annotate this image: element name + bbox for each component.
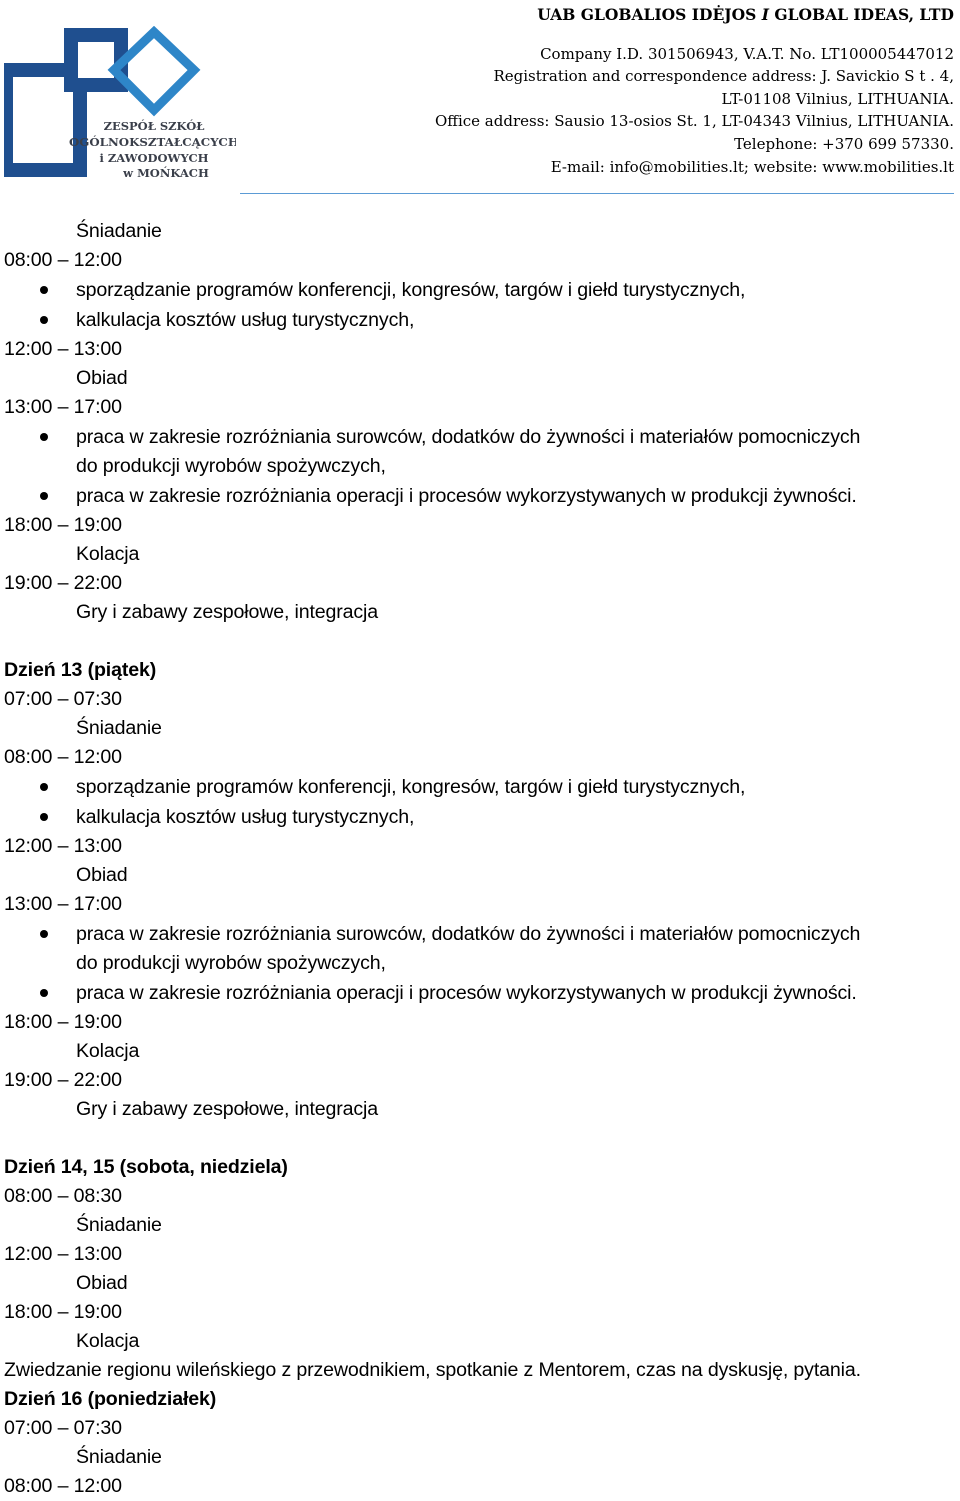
activity-item-continued: do produkcji wyrobów spożywczych, bbox=[76, 455, 386, 477]
time-range: 12:00 – 13:00 bbox=[4, 1243, 122, 1265]
company-name-part-2: GLOBAL IDEAS, LTD bbox=[768, 5, 954, 24]
meal-label: Obiad bbox=[76, 1272, 128, 1294]
office-address-line: Office address: Sausio 13-osios St. 1, LT-04343 Vilnius, LITHUANIA. bbox=[435, 112, 954, 131]
telephone-line: Telephone: +370 699 57330. bbox=[734, 134, 954, 153]
activity-item: kalkulacja kosztów usług turystycznych, bbox=[76, 309, 415, 331]
logo-text-line-1: ZESPÓŁ SZKÓŁ bbox=[103, 119, 205, 133]
meal-label: Śniadanie bbox=[76, 1446, 162, 1468]
website-link[interactable]: www.mobilities.lt bbox=[822, 157, 954, 176]
time-range: 08:00 – 12:00 bbox=[4, 249, 122, 271]
activity-label: Gry i zabawy zespołowe, integracja bbox=[76, 1098, 379, 1120]
company-name bbox=[435, 4, 954, 27]
activity-item: kalkulacja kosztów usług turystycznych, bbox=[76, 806, 415, 828]
bullet-icon bbox=[40, 286, 48, 294]
logo-text-line-3: i ZAWODOWYCH bbox=[99, 151, 209, 165]
bullet-icon bbox=[40, 813, 48, 821]
day-heading: Dzień 13 (piątek) bbox=[4, 659, 157, 681]
activity-item-continued: do produkcji wyrobów spożywczych, bbox=[76, 952, 386, 974]
time-range: 18:00 – 19:00 bbox=[4, 514, 122, 536]
company-name-part-1: UAB GLOBALIOS IDĖJOS bbox=[537, 5, 762, 24]
activity-label: Gry i zabawy zespołowe, integracja bbox=[76, 601, 379, 623]
bullet-icon bbox=[40, 930, 48, 938]
company-id-line: Company I.D. 301506943, V.A.T. No. LT100005447012 bbox=[540, 44, 954, 63]
activity-item: sporządzanie programów konferencji, kongresów, targów i giełd turystycznych, bbox=[76, 776, 746, 798]
meal-label: Obiad bbox=[76, 367, 128, 389]
bullet-icon bbox=[40, 316, 48, 324]
bullet-icon bbox=[40, 433, 48, 441]
time-range: 12:00 – 13:00 bbox=[4, 338, 122, 360]
time-range: 08:00 – 12:00 bbox=[4, 746, 122, 768]
meal-label: Obiad bbox=[76, 864, 128, 886]
logo-text-line-4: w MOŃKACH bbox=[123, 166, 209, 180]
time-range: 13:00 – 17:00 bbox=[4, 396, 122, 418]
registration-address-line: Registration and correspondence address: J. Savickio S t . 4, bbox=[493, 67, 954, 86]
time-range: 07:00 – 07:30 bbox=[4, 1417, 122, 1439]
email-link[interactable]: info@mobilities.lt bbox=[609, 157, 744, 176]
company-info bbox=[435, 4, 954, 178]
school-logo bbox=[4, 26, 236, 184]
logo-graphic bbox=[4, 26, 236, 184]
time-range: 19:00 – 22:00 bbox=[4, 1069, 122, 1091]
time-range: 18:00 – 19:00 bbox=[4, 1011, 122, 1033]
logo-square-inner bbox=[78, 42, 114, 78]
time-range: 07:00 – 07:30 bbox=[4, 688, 122, 710]
meal-label: Śniadanie bbox=[76, 717, 162, 739]
meal-label: Kolacja bbox=[76, 1040, 140, 1062]
day-heading: Dzień 16 (poniedziałek) bbox=[4, 1388, 217, 1410]
bullet-icon bbox=[40, 989, 48, 997]
contact-line: E-mail: info@mobilities.lt; website: www.mobilities.lt bbox=[550, 157, 954, 176]
day-heading: Dzień 14, 15 (sobota, niedziela) bbox=[4, 1156, 288, 1178]
company-name-italic: I bbox=[761, 5, 769, 24]
meal-label: Śniadanie bbox=[76, 1214, 162, 1236]
activity-description: Zwiedzanie regionu wileńskiego z przewodnikiem, spotkanie z Mentorem, czas na dyskusję, pytania. bbox=[4, 1359, 861, 1381]
time-range: 08:00 – 08:30 bbox=[4, 1185, 122, 1207]
bullet-icon bbox=[40, 783, 48, 791]
activity-item: sporządzanie programów konferencji, kongresów, targów i giełd turystycznych, bbox=[76, 279, 746, 301]
activity-item: praca w zakresie rozróżniania surowców, dodatków do żywności i materiałów pomocniczych bbox=[76, 426, 861, 448]
activity-item: praca w zakresie rozróżniania operacji i procesów wykorzystywanych w produkcji żywności. bbox=[76, 982, 857, 1004]
time-range: 08:00 – 12:00 bbox=[4, 1475, 122, 1497]
time-range: 13:00 – 17:00 bbox=[4, 893, 122, 915]
registration-city-line: LT-01108 Vilnius, LITHUANIA. bbox=[721, 89, 954, 108]
activity-item: praca w zakresie rozróżniania surowców, dodatków do żywności i materiałów pomocniczych bbox=[76, 923, 861, 945]
time-range: 12:00 – 13:00 bbox=[4, 835, 122, 857]
meal-label: Kolacja bbox=[76, 543, 140, 565]
meal-label: Kolacja bbox=[76, 1330, 140, 1352]
header-divider bbox=[240, 193, 954, 194]
time-range: 19:00 – 22:00 bbox=[4, 572, 122, 594]
meal-label: Śniadanie bbox=[76, 220, 162, 242]
time-range: 18:00 – 19:00 bbox=[4, 1301, 122, 1323]
activity-item: praca w zakresie rozróżniania operacji i procesów wykorzystywanych w produkcji żywności. bbox=[76, 485, 857, 507]
bullet-icon bbox=[40, 492, 48, 500]
logo-text-line-2: OGÓLNOKSZTAŁCĄCYCH bbox=[69, 135, 236, 149]
